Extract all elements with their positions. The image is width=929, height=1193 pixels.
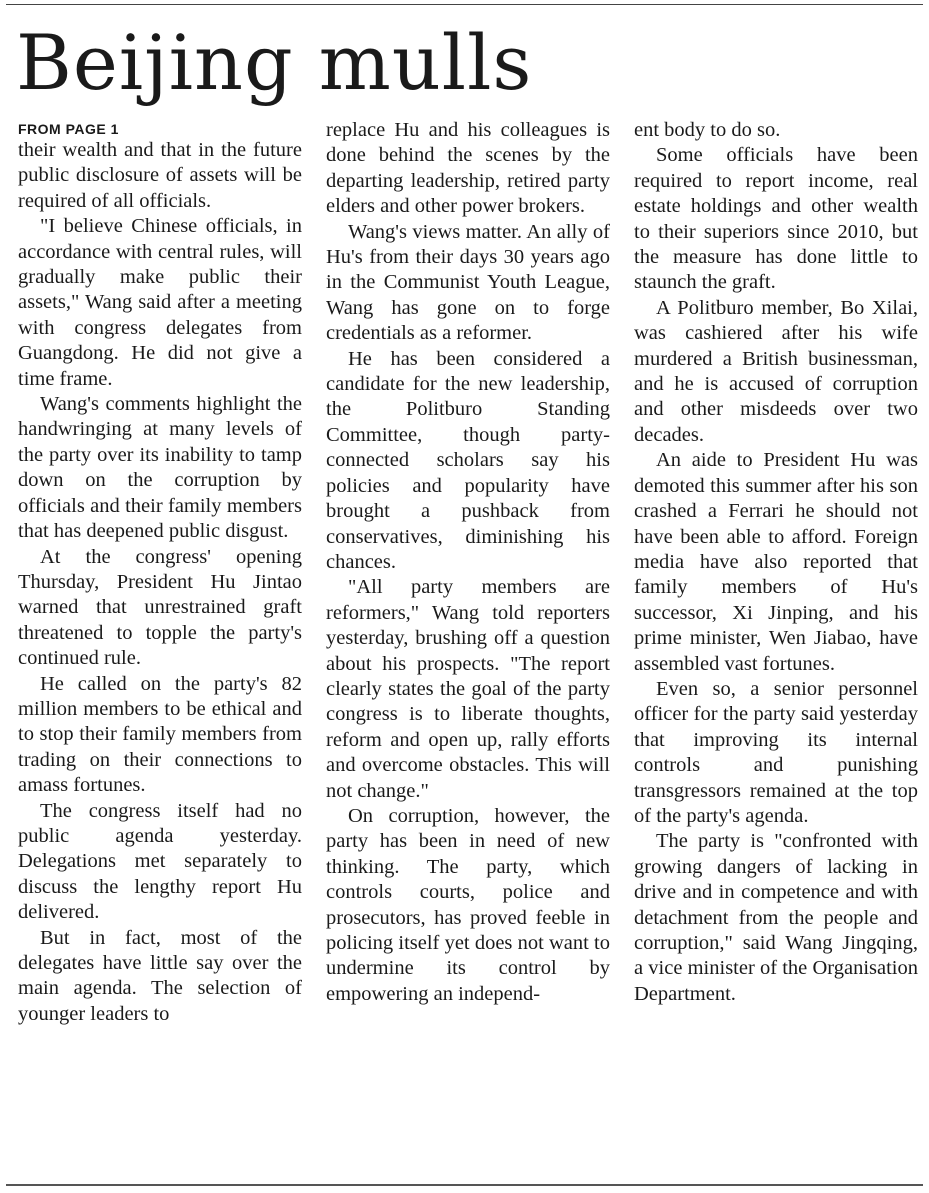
- headline: Beijing mulls: [16, 18, 533, 107]
- column-2: [326, 118, 610, 1180]
- paragraph: On corruption, however, the party has been in need of new thinking. The party, which controls courts, police and prosecutors, has proved feeble in policing itself yet does not want to undermine its control by empowering an independ-: [326, 804, 610, 1005]
- paragraph: Wang's views matter. An ally of Hu's from their days 30 years ago in the Communist Youth League, Wang has gone on to forge credentials as a reformer.: [326, 220, 610, 345]
- paragraph: He called on the party's 82 million members to be ethical and to stop their family members from trading on their connections to amass fortunes.: [18, 672, 302, 797]
- paragraph: replace Hu and his colleagues is done behind the scenes by the departing leadership, retired party elders and other power brokers.: [326, 119, 610, 218]
- paragraph: Wang's comments highlight the handwringing at many levels of the party over its inability to tamp down on the corruption by officials and their family members that has deepened public disgust.: [18, 393, 302, 543]
- bottom-rule: [6, 1184, 923, 1186]
- paragraph: ent body to do so.: [634, 119, 781, 141]
- paragraph: "I believe Chinese officials, in accordance with central rules, will gradually make public their assets," Wang said after a meeting with congress delegates from Guangdong. He did not give a time frame.: [18, 215, 302, 390]
- paragraph: An aide to President Hu was demoted this summer after his son crashed a Ferrari he should not have been able to afford. Foreign media have also reported that family members of Hu's successor, Xi Jinping, and his prime minister, Wen Jiabao, have assembled vast fortunes.: [634, 449, 918, 675]
- paragraph: But in fact, most of the delegates have little say over the main agenda. The selection of younger leaders to: [18, 926, 302, 1025]
- paragraph: He has been considered a candidate for the new leadership, the Politburo Standing Committee, though party-connected scholars say his policies and popularity have brought a pushback from conservatives, diminishing his chances.: [326, 347, 610, 573]
- paragraph: Some officials have been required to report income, real estate holdings and other wealth to their superiors since 2010, but the measure has done little to staunch the graft.: [634, 144, 918, 294]
- paragraph: The congress itself had no public agenda yesterday. Delegations met separately to discuss the lengthy report Hu delivered.: [18, 799, 302, 924]
- paragraph: Even so, a senior personnel officer for the party said yesterday that improving its internal controls and punishing transgressors remained at the top of the party's agenda.: [634, 677, 918, 827]
- paragraph: "All party members are reformers," Wang told reporters yesterday, brushing off a question about his prospects. "The report clearly states the goal of the party congress is to liberate thoughts, reform and open up, rally efforts and overcome obstacles. This will not change.": [326, 576, 610, 802]
- from-page-kicker: FROM PAGE 1: [18, 121, 119, 137]
- column-1: [18, 118, 302, 1180]
- top-rule: [6, 4, 923, 5]
- paragraph: At the congress' opening Thursday, President Hu Jintao warned that unrestrained graft threatened to topple the party's continued rule.: [18, 545, 302, 670]
- paragraph: The party is "confronted with growing dangers of lacking in drive and in competence and with detachment from the people and corruption," said Wang Jingqing, a vice minister of the Organisation Department.: [634, 830, 918, 1005]
- column-3: [634, 118, 918, 1180]
- paragraph: their wealth and that in the future public disclosure of assets will be required of all officials.: [18, 139, 302, 212]
- paragraph: A Politburo member, Bo Xilai, was cashiered after his wife murdered a British businessman, and he is accused of corruption and other misdeeds over two decades.: [634, 296, 918, 446]
